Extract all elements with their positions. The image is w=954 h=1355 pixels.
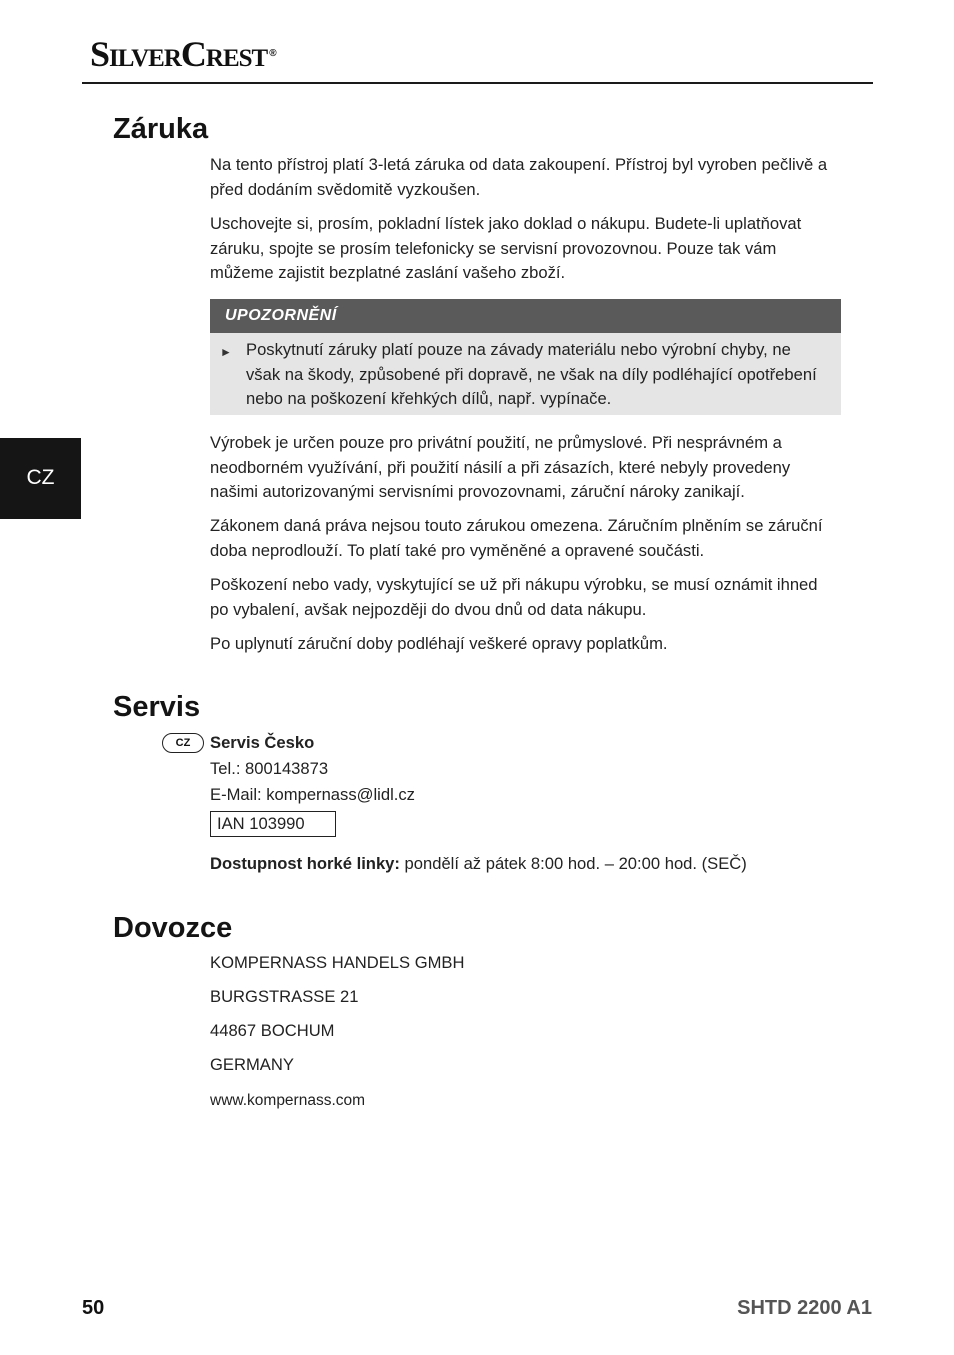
brand-name: SilverCrest	[90, 34, 268, 74]
model-number: SHTD 2200 A1	[737, 1297, 872, 1319]
zaruka-paragraph-5: Poškození nebo vady, vyskytující se už při nákupu výrobku, se musí oznámit ihned po vybalení, avšak nejpozději do dvou dnů od data nákupu.	[210, 575, 818, 619]
registered-mark: ®	[269, 48, 276, 59]
notice-text: Poskytnutí záruky platí pouze na závady materiálu nebo výrobní chyby, ne však na škody, způsobené při dopravě, ne však na díly podléhající opotřebení nebo na poškození křehkých dílů, např. vypínače.	[246, 340, 817, 408]
ian-number: IAN 103990	[210, 811, 336, 837]
page-number: 50	[82, 1297, 105, 1319]
importer-line: GERMANY	[210, 1055, 294, 1074]
zaruka-paragraph-1: Na tento přístroj platí 3-letá záruka od data zakoupení. Přístroj byl vyroben pečlivě a před dodáním svědomitě vyzkoušen.	[210, 155, 828, 199]
importer-website: www.kompernass.com	[210, 1092, 366, 1109]
language-tab	[0, 438, 81, 519]
importer-line: BURGSTRASSE 21	[210, 987, 359, 1006]
header-rule	[82, 82, 873, 84]
service-name: Servis Česko	[210, 733, 315, 752]
section-title-dovozce: Dovozce	[113, 912, 233, 944]
hotline-info	[210, 852, 850, 877]
importer-line: KOMPERNASS HANDELS GMBH	[210, 953, 465, 972]
hotline-hours: pondělí až pátek 8:00 hod. – 20:00 hod. (SEČ)	[399, 854, 747, 873]
zaruka-paragraph-4: Zákonem daná práva nejsou touto zárukou omezena. Záručním plněním se záruční doba neprodlouží. To platí také pro vyměněné a opravené součásti.	[210, 516, 823, 560]
zaruka-paragraph-3: Výrobek je určen pouze pro privátní použití, ne průmyslové. Při nesprávném a neodborném využívání, při použití násilí a při zásazích, které nebyly provedeny našimi autorizovanými servisními provozovnami, záruční nároky zanikají.	[210, 433, 791, 501]
notice-header	[210, 299, 841, 333]
country-badge: CZ	[162, 733, 204, 753]
notice-body	[210, 333, 841, 415]
hotline-label: Dostupnost horké linky:	[210, 854, 400, 873]
section-title-servis: Servis	[113, 691, 201, 723]
zaruka-paragraph-2: Uschovejte si, prosím, pokladní lístek jako doklad o nákupu. Budete-li uplatňovat záruku, spojte se prosím telefonicky se servisní provozovnou. Pouze tak vám můžeme zajistit bezplatné zaslání vašeho zboží.	[210, 214, 802, 282]
language-tab-label: CZ	[26, 466, 55, 489]
section-title-zaruka: Záruka	[113, 113, 209, 145]
service-email: E-Mail: kompernass@lidl.cz	[210, 785, 415, 804]
brand-logo	[90, 34, 276, 74]
importer-line: 44867 BOCHUM	[210, 1021, 335, 1040]
zaruka-paragraph-6: Po uplynutí záruční doby podléhají veškeré opravy poplatkům.	[210, 634, 668, 653]
service-phone: Tel.: 800143873	[210, 759, 329, 778]
bullet-arrow-icon: ►	[220, 345, 232, 359]
notice-heading: UPOZORNĚNÍ	[225, 307, 337, 324]
